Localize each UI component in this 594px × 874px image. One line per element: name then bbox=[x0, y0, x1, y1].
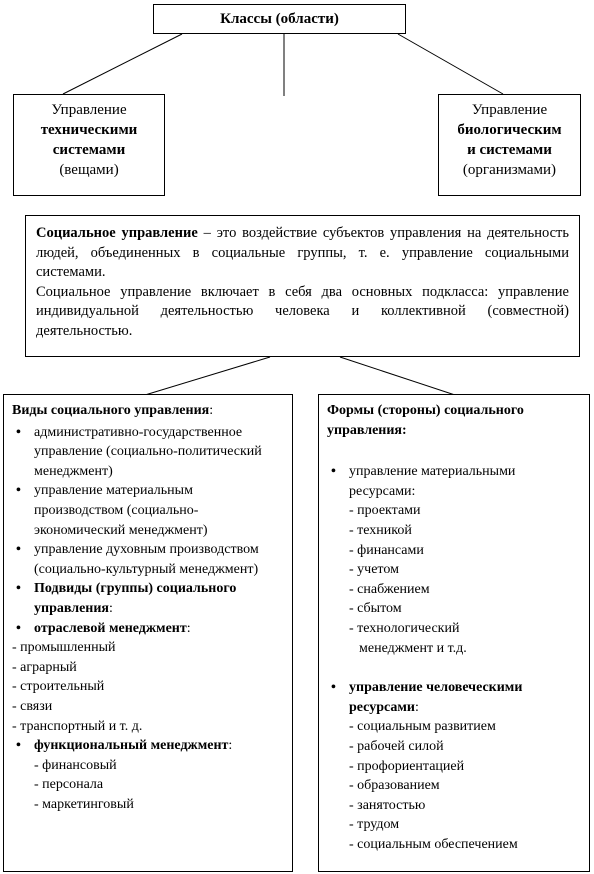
human-resources: • управление человеческими ресурсами: - социальным развитием - рабочей силой - профориентацией - образованием - занятостью - трудом - социальным обеспечением bbox=[327, 678, 581, 854]
functional-management: • функциональный менеджмент: - финансовый - персонала - маркетинговый bbox=[12, 736, 284, 814]
functional-item: - маркетинговый bbox=[34, 796, 134, 812]
biological-line1: Управление bbox=[471, 102, 548, 118]
social-management-definition bbox=[25, 215, 580, 357]
human-list bbox=[349, 717, 581, 854]
forms-box bbox=[318, 394, 590, 872]
material-item: - сбытом bbox=[349, 601, 402, 617]
connector-def-left bbox=[145, 357, 270, 395]
types-box bbox=[3, 394, 293, 872]
types-item-2: • управление материальным производством (социально-экономический менеджмент) bbox=[12, 481, 284, 540]
material-item: - техникой bbox=[349, 522, 412, 538]
connector-def-right bbox=[340, 357, 455, 395]
branch-item: - строительный bbox=[12, 679, 105, 695]
functional-item: - финансовый bbox=[34, 757, 117, 773]
human-item: - социальным развитием bbox=[349, 719, 496, 735]
material-item: - финансами bbox=[349, 542, 424, 558]
material-resources: • управление материальными ресурсами: - проектами - техникой - финансами - учетом - снабжением - сбытом - технологический менеджмент и т.д. bbox=[327, 462, 581, 658]
forms-list-2 bbox=[327, 678, 581, 854]
subgroups-title: • Подвиды (группы) социального управления: bbox=[12, 579, 284, 618]
material-item: - технологический bbox=[349, 620, 460, 636]
branch-item: - транспортный и т. д. bbox=[12, 718, 143, 734]
human-item: - занятостью bbox=[349, 797, 426, 813]
branch-management: • отраслевой менеджмент: - промышленный - аграрный - строительный - связи - транспортный и т. д. bbox=[12, 619, 284, 737]
branch-item: - связи bbox=[12, 698, 53, 714]
human-item: - образованием bbox=[349, 778, 440, 794]
definition-paragraph-2: Социальное управление включает в себя два основных подкласса: управление индивидуальной деятельностью человека и коллективной (совместной) деятельностью. bbox=[36, 283, 569, 339]
technical-line3: системами bbox=[52, 142, 126, 158]
definition-paragraph-1 bbox=[36, 224, 569, 283]
biological-systems-box bbox=[438, 94, 581, 196]
human-item: - социальным обеспечением bbox=[349, 836, 518, 852]
forms-list bbox=[327, 462, 581, 658]
technical-line2: техническими bbox=[40, 122, 138, 138]
human-item: - трудом bbox=[349, 817, 400, 833]
functional-list bbox=[34, 756, 284, 815]
biological-line4: (организмами) bbox=[462, 162, 557, 178]
technical-line4: (вещами) bbox=[59, 162, 119, 178]
branch-item: - промышленный bbox=[12, 640, 116, 656]
biological-line3: и системами bbox=[467, 142, 552, 158]
definition-text-1: – это воздействие субъектов управления на деятельность людей, объединенных в социальные группы, т. е. управление социальными системами. bbox=[36, 225, 569, 280]
material-item: менеджмент и т.д. bbox=[359, 640, 467, 656]
functional-item: - персонала bbox=[34, 777, 104, 793]
types-title: Виды социального управления: bbox=[12, 403, 214, 418]
material-item: - снабжением bbox=[349, 581, 430, 597]
technical-systems-box bbox=[13, 94, 165, 196]
types-item-3: • управление духовным производством (социально-культурный менеджмент) bbox=[12, 540, 284, 579]
material-item: - учетом bbox=[349, 562, 399, 578]
human-item: - рабочей силой bbox=[349, 738, 444, 754]
human-item: - профориентацией bbox=[349, 758, 465, 774]
branch-item: - аграрный bbox=[12, 659, 77, 675]
forms-title: Формы (стороны) социального управления: bbox=[327, 403, 524, 438]
material-item: - проектами bbox=[349, 503, 421, 519]
connector-right bbox=[398, 34, 503, 94]
types-list bbox=[12, 423, 284, 815]
connector-left bbox=[63, 34, 182, 94]
technical-line1: Управление bbox=[51, 102, 127, 118]
biological-line2: биологическим bbox=[457, 122, 562, 138]
classes-title-box bbox=[153, 4, 406, 34]
types-item-1: • административно-государственное управление (социально-политический менеджмент) bbox=[12, 423, 284, 482]
definition-term: Социальное управление bbox=[36, 225, 198, 241]
material-list bbox=[349, 501, 581, 658]
classes-title: Классы (области) bbox=[220, 10, 339, 27]
branch-list bbox=[12, 638, 284, 736]
